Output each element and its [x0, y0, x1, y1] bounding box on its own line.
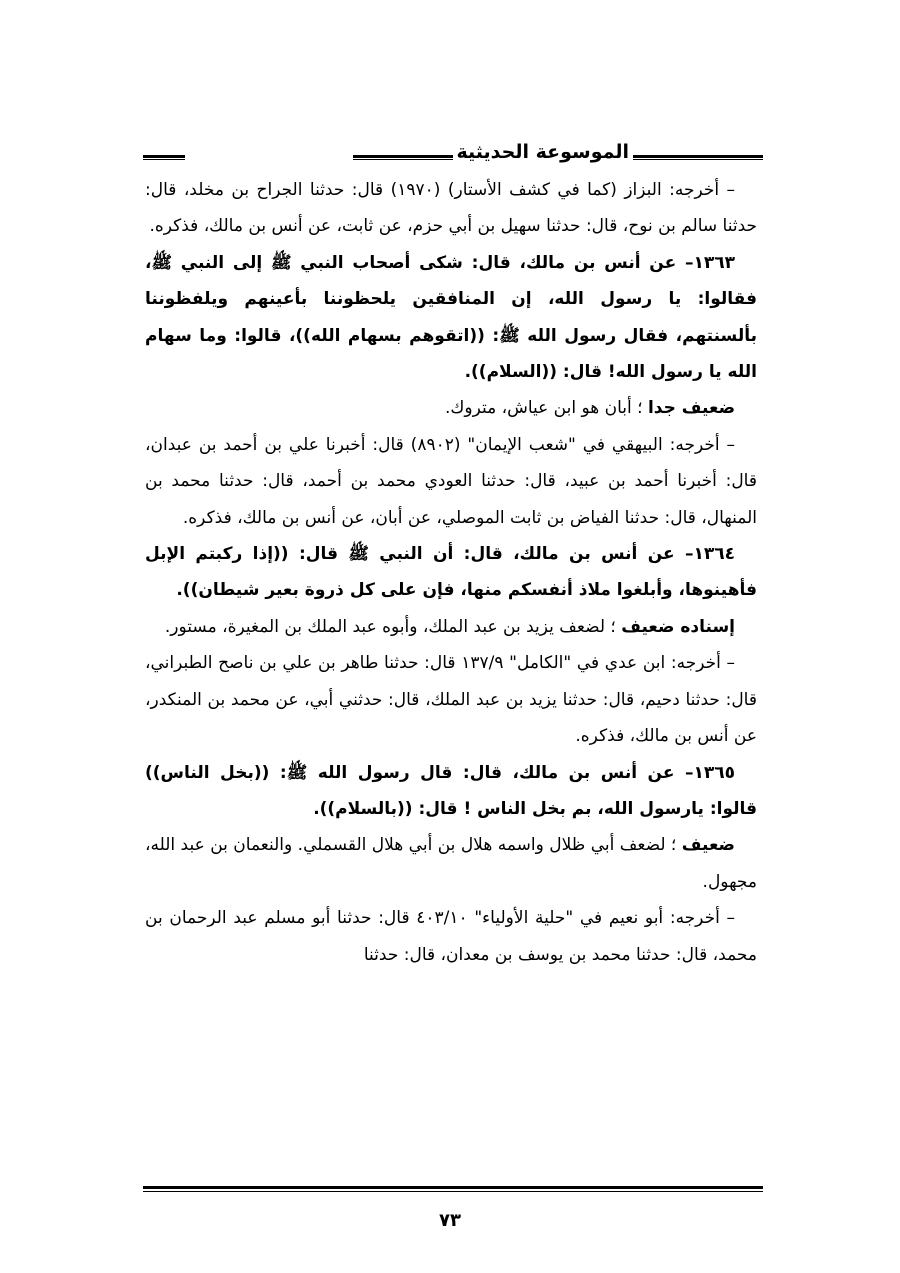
- grading-label: ضعيف: [681, 835, 735, 856]
- main-text: [145, 172, 757, 973]
- paragraph-takhrij-1: – أخرجه: البزاز (كما في كشف الأستار) (١٩٧٠) قال: حدثنا الجراح بن مخلد، قال: حدثنا سالم بن نوح، قال: حدثنا سهيل بن أبي حزم، عن ثابت، عن أنس بن مالك، فذكره.: [145, 180, 757, 237]
- grading-label: ضعيف جدا: [647, 398, 735, 419]
- paragraph-takhrij-1363: – أخرجه: البيهقي في "شعب الإيمان" (٨٩٠٢) قال: أخبرنا علي بن أحمد بن عبدان، قال: أخبرنا أحمد بن عبيد، قال: حدثنا العودي محمد بن أحمد، قال: حدثنا محمد بن المنهال، قال: حدثنا الفياض بن ثابت الموصلي، عن أبان، عن أنس بن مالك، فذكره.: [145, 434, 757, 528]
- paragraph-takhrij-1364: – أخرجه: ابن عدي في "الكامل" ١٣٧/٩ قال: حدثنا طاهر بن علي بن ناصح الطبراني، قال: حدثنا دحيم، قال: حدثنا يزيد بن عبد الملك، قال: حدثني أبي، عن محمد بن المنكدر، عن أنس بن مالك، فذكره.: [145, 653, 757, 747]
- grading-text: ؛ أبان هو ابن عياش، متروك.: [444, 398, 648, 419]
- grading-1363: [145, 390, 757, 426]
- grading-1364: [145, 609, 757, 645]
- hadith-1363: ١٣٦٣– عن أنس بن مالك، قال: شكى أصحاب النبي ﷺ إلى النبي ﷺ، فقالوا: يا رسول الله، إن المنافقين يلحظوننا بأعينهم ويلفظوننا بألسنتهم، فقال رسول الله ﷺ: ((اتقوهم بسهام الله))، قالوا: وما سهام الله يا رسول الله! قال: ((السلام)).: [145, 252, 757, 383]
- page-header: [143, 138, 763, 168]
- grading-label: إسناده ضعيف: [621, 616, 735, 637]
- paragraph-takhrij-1365: – أخرجه: أبو نعيم في "حلية الأولياء" ٤٠٣/١٠ قال: حدثنا أبو مسلم عبد الرحمان بن محمد، قال: حدثنا محمد بن يوسف بن معدان، قال: حدثنا: [145, 908, 757, 965]
- grading-1365: [145, 827, 757, 900]
- grading-text: ؛ لضعف يزيد بن عبد الملك، وأبوه عبد الملك بن المغيرة، مستور.: [164, 616, 622, 637]
- grading-text: ؛ لضعف أبي ظلال واسمه هلال بن أبي هلال القسملي. والنعمان بن عبد الله، مجهول.: [145, 835, 757, 892]
- header-title: الموسوعة الحديثية: [453, 140, 634, 164]
- hadith-1364: ١٣٦٤– عن أنس بن مالك، قال: أن النبي ﷺ قال: ((إذا ركبتم الإبل فأهينوها، وأبلغوا ملاذ أنفسكم منها، فإن على كل ذروة بعير شيطان)).: [145, 544, 757, 601]
- hadith-1365: ١٣٦٥– عن أنس بن مالك، قال: قال رسول الله ﷺ: ((بخل الناس)) قالوا: يارسول الله، بم بخل الناس ! قال: ((بالسلام)).: [145, 762, 757, 819]
- page-number: ٧٣: [439, 1210, 461, 1231]
- header-rule-left: [143, 155, 185, 160]
- footer-rule: [143, 1186, 763, 1192]
